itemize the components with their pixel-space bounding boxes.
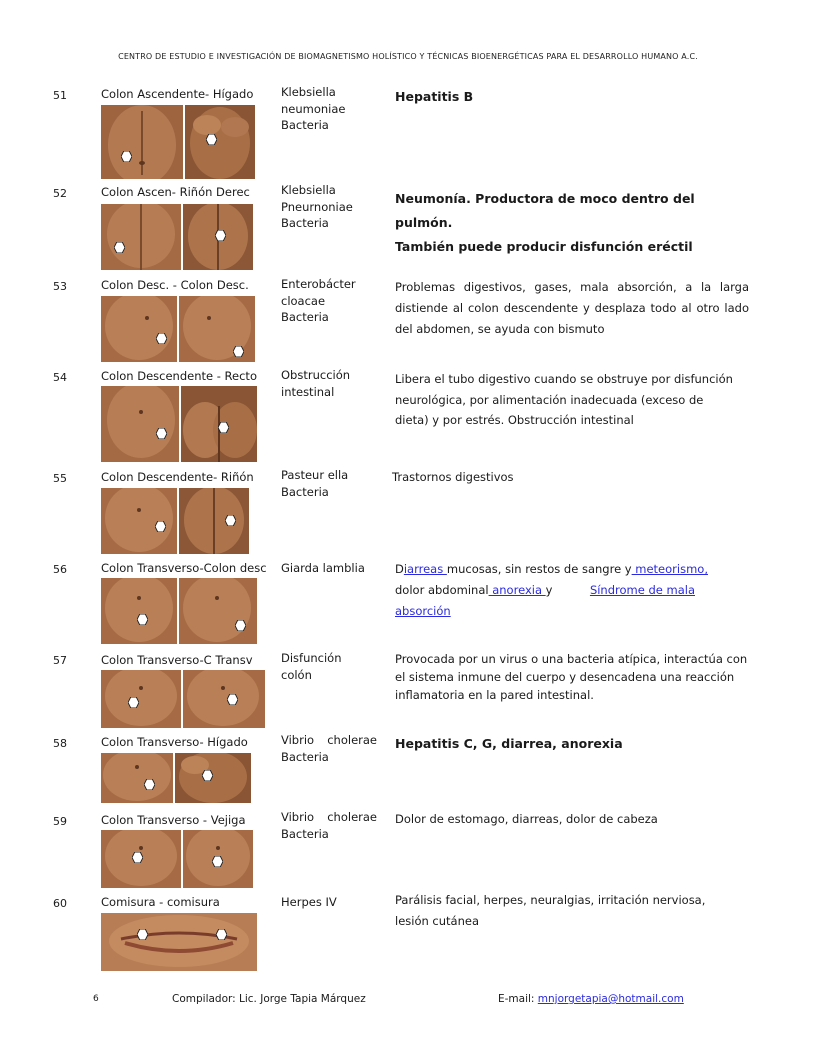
magnet-point-marker <box>235 620 246 631</box>
compiler-credit: Compilador: Lic. Jorge Tapia Márquez <box>172 993 366 1005</box>
torso-photo <box>101 386 179 462</box>
magnet-point-marker <box>144 779 155 790</box>
torso-photo <box>101 204 181 278</box>
condition-description: Hepatitis C, G, diarrea, anorexia <box>395 736 623 751</box>
condition-description: Diarreas mucosas, sin restos de sangre y meteorismo, dolor abdominal anorexia y Síndrome de mala absorción <box>395 562 708 618</box>
torso-photo <box>101 670 181 728</box>
row-number: 52 <box>53 187 67 200</box>
diarreas-link[interactable]: iarreas <box>403 562 447 576</box>
magnet-point-marker <box>156 333 167 344</box>
pathogen-name: Vibrio cholerae Bacteria <box>281 733 377 764</box>
pathogen-name: Pasteur ella Bacteria <box>281 468 349 499</box>
torso-photo <box>101 830 181 888</box>
row-number: 53 <box>53 280 67 293</box>
email-contact: E-mail: mnjorgetapia@hotmail.com <box>498 993 684 1005</box>
back-photo <box>183 204 253 270</box>
torso-photo <box>101 488 177 554</box>
condition-description: Problemas digestivos, gases, mala absorción, a la larga distiende al colon descendente y desplaza todo al otro lado del abdomen, se ayuda con bismuto <box>395 280 749 336</box>
condition-description: Trastornos digestivos <box>392 470 514 484</box>
magnet-point-marker <box>155 521 166 532</box>
torso-photo <box>101 753 173 803</box>
point-pair: Colon Descendente - Recto <box>101 369 257 383</box>
email-link[interactable]: mnjorgetapia@hotmail.com <box>537 993 684 1005</box>
point-pair: Colon Transverso- Hígado <box>101 735 248 749</box>
pathogen-name: Klebsiella neumoniae Bacteria <box>281 85 346 132</box>
sindrome-mala-link[interactable]: Síndrome de mala <box>589 583 695 597</box>
point-pair: Comisura - comisura <box>101 895 220 909</box>
magnet-point-marker <box>233 346 244 357</box>
torso-photo <box>101 105 183 179</box>
magnet-point-marker <box>137 614 148 625</box>
magnet-point-marker <box>121 151 132 162</box>
magnet-point-marker <box>218 422 229 433</box>
pathogen-name: Klebsiella Pneurnoniae Bacteria <box>281 183 353 230</box>
anorexia-link[interactable]: anorexia <box>488 583 546 597</box>
condition-description: Libera el tubo digestivo cuando se obstruye por disfunción neurológica, por alimentación inadecuada (exceso de dieta) y por estrés. Obstrucción intestinal <box>395 372 733 427</box>
page-number: 6 <box>93 994 99 1004</box>
magnet-point-marker <box>216 929 227 940</box>
point-pair: Colon Ascen- Riñón Derec <box>101 185 250 199</box>
point-pair: Colon Ascendente- Hígado <box>101 87 254 101</box>
torso-photo <box>101 296 177 362</box>
pathogen-name: Vibrio cholerae Bacteria <box>281 810 377 841</box>
magnet-point-marker <box>128 697 139 708</box>
magnet-point-marker <box>206 134 217 145</box>
magnet-point-marker <box>114 242 125 253</box>
condition-description: Neumonía. Productora de moco dentro del pulmón. También puede producir disfunción eréctil <box>395 191 695 254</box>
magnet-point-marker <box>137 929 148 940</box>
condition-description: Provocada por un virus o una bacteria atípica, interactúa con el sistema inmune del cuerpo y desencadena una reacción inflamatoria en la pared intestinal. <box>395 652 748 702</box>
back-photo <box>179 488 249 554</box>
point-pair: Colon Transverso - Vejiga <box>101 813 246 827</box>
magnet-point-marker <box>212 856 223 867</box>
condition-description: Parálisis facial, herpes, neuralgias, irritación nerviosa, lesión cutánea <box>395 893 706 928</box>
buttocks-photo <box>181 386 257 462</box>
pathogen-name: Obstrucción intestinal <box>281 368 351 399</box>
pathogen-name: Enterobácter cloacae Bacteria <box>281 277 356 324</box>
row-number: 59 <box>53 815 67 828</box>
row-number: 58 <box>53 737 67 750</box>
row-number: 57 <box>53 654 67 667</box>
point-pair: Colon Desc. - Colon Desc. <box>101 278 249 292</box>
mouth-photo <box>101 913 257 971</box>
point-pair: Colon Descendente- Riñón <box>101 470 254 484</box>
point-pair: Colon Transverso-C Transv <box>101 653 253 667</box>
meteorismo-link[interactable]: meteorismo, <box>631 562 708 576</box>
condition-description: Dolor de estomago, diarreas, dolor de cabeza <box>395 812 658 826</box>
document-header: CENTRO DE ESTUDIO E INVESTIGACIÓN DE BIOMAGNETISMO HOLÍSTICO Y TÉCNICAS BIOENERGÉTICAS PARA EL DESARROLLO HUMANO A.C. <box>118 52 698 61</box>
pathogen-name: Giarda lamblia <box>281 561 365 575</box>
condition-description: Hepatitis B <box>395 89 474 104</box>
absorcion-link[interactable]: absorción <box>395 604 451 618</box>
pathogen-name: Herpes IV <box>281 895 337 909</box>
torso-photo <box>185 105 255 179</box>
torso-photo <box>183 830 253 888</box>
row-number: 60 <box>53 897 67 910</box>
torso-photo <box>175 753 251 803</box>
magnet-point-marker <box>132 852 143 863</box>
row-number: 56 <box>53 563 67 576</box>
pathogen-name: Disfunción colón <box>281 651 342 682</box>
row-number: 54 <box>53 371 67 384</box>
magnet-point-marker <box>225 515 236 526</box>
torso-photo <box>179 296 255 362</box>
torso-photo <box>101 578 177 644</box>
torso-photo <box>183 670 265 728</box>
magnet-point-marker <box>202 770 213 781</box>
magnet-point-marker <box>156 428 167 439</box>
row-number: 55 <box>53 472 67 485</box>
row-number: 51 <box>53 89 67 102</box>
magnet-point-marker <box>227 694 238 705</box>
point-pair: Colon Transverso-Colon desc <box>101 561 267 575</box>
torso-photo <box>179 578 257 644</box>
magnet-point-marker <box>215 230 226 241</box>
